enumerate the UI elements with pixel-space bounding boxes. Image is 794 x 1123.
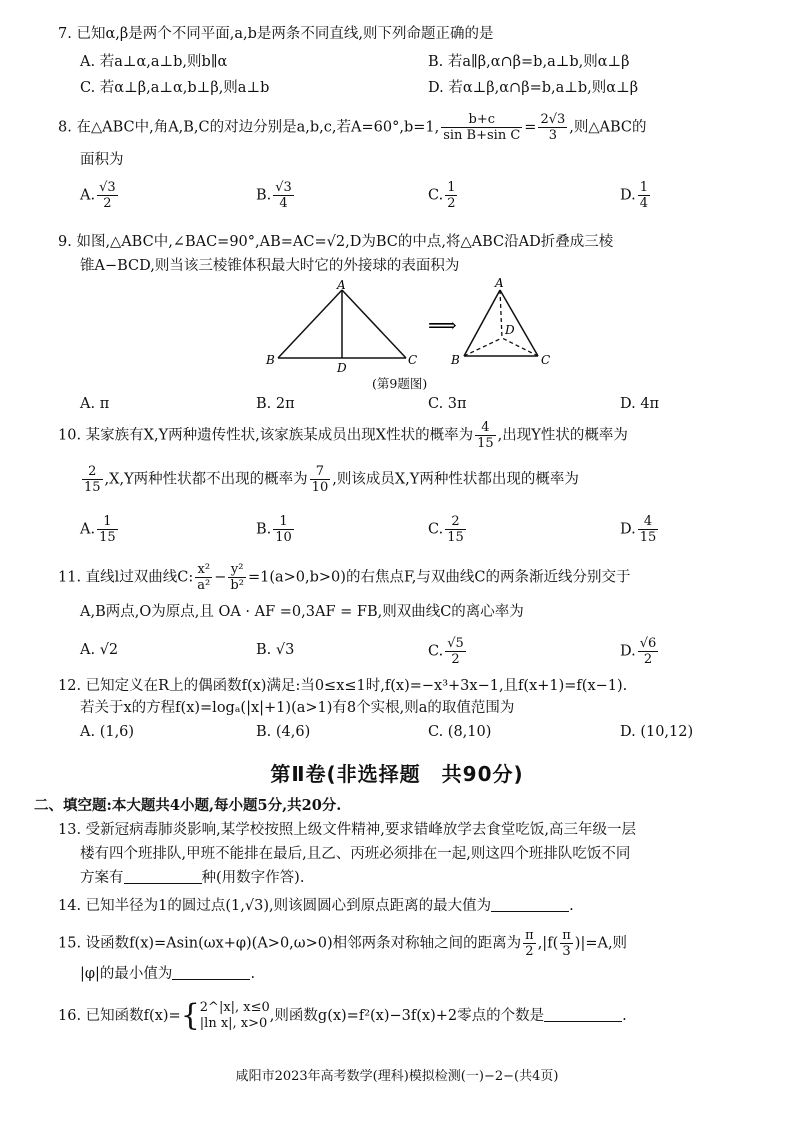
q13-line2: 楼有四个班排队,甲班不能排在最后,且乙、丙班必须排在一起,则这四个班排队吃饭不同 xyxy=(80,846,631,862)
q10-stem-d: ,则该成员X,Y两种性状都出现的概率为 xyxy=(332,471,579,488)
q11-y-frac xyxy=(228,562,246,593)
q13-line3a: 方案有 xyxy=(80,870,124,886)
q10-c-den: 15 xyxy=(447,530,464,545)
q11-x-den: a² xyxy=(197,578,211,593)
q7-option-c: C. 若α⊥β,a⊥α,b⊥β,则a⊥b xyxy=(80,80,270,96)
pyr-label-a: A xyxy=(495,276,504,290)
q8-frac-den: sin B+sin C xyxy=(443,128,521,143)
q10-p1-den: 15 xyxy=(477,436,494,451)
q16-case2: |ln x|, x>0 xyxy=(199,1016,268,1031)
q9-option-b: B. 2π xyxy=(256,396,295,412)
q16-stem-b: ,则函数g(x)=f²(x)−3f(x)+2零点的个数是 xyxy=(269,1008,545,1024)
q16-end: . xyxy=(622,1008,627,1024)
q9-option-d: D. 4π xyxy=(620,396,660,412)
pyr-edge-ab xyxy=(464,290,500,356)
q10-stem-b: ,出现Y性状的概率为 xyxy=(497,427,628,444)
q13-line1: 13. 受新冠病毒肺炎影响,某学校按照上级文件精神,要求错峰放学去食堂吃饭,高三年级一层 xyxy=(58,822,636,838)
q10-p1 xyxy=(475,420,496,451)
fig-arrow: ⟹ xyxy=(428,313,457,337)
q15-pi2-den: 2 xyxy=(525,944,534,959)
q10-p3-den: 10 xyxy=(311,480,329,495)
q8-d-num: 1 xyxy=(639,180,648,195)
q8-c-num: 1 xyxy=(447,180,456,195)
fig-label-a: A xyxy=(337,278,346,292)
q9-figure xyxy=(258,276,568,376)
fig-label-b: B xyxy=(266,353,275,367)
q10-b-label: B. xyxy=(256,521,272,538)
q12-option-d: D. (10,12) xyxy=(620,724,694,740)
q10-option-d xyxy=(620,514,660,545)
fig-edge-ac xyxy=(342,290,406,358)
q11-d-frac xyxy=(638,636,659,667)
q12-option-a: A. (1,6) xyxy=(80,724,135,740)
q8-eq: = xyxy=(524,119,537,136)
q15-pi2 xyxy=(523,928,536,959)
q8-stem-c: 面积为 xyxy=(80,152,124,168)
q8-stem xyxy=(58,112,647,143)
q11-stem-a: 11. 直线l过双曲线C: xyxy=(58,569,194,586)
q15-stem-a: 15. 设函数f(x)=Asin(ωx+φ)(A>0,ω>0)相邻两条对称轴之间的距离为 xyxy=(58,935,522,952)
q12-stem-b: 若关于x的方程f(x)=logₐ(|x|+1)(a>1)有8个实根,则a的取值范围为 xyxy=(80,700,515,716)
q11-option-c xyxy=(428,636,468,667)
fig-label-d: D xyxy=(337,361,347,375)
q8-a-label: A. xyxy=(80,187,96,204)
q8-c-label: C. xyxy=(428,187,444,204)
q8-option-a xyxy=(80,180,120,211)
q10-option-b xyxy=(256,514,296,545)
q8-d-label: D. xyxy=(620,187,636,204)
q9-option-c: C. 3π xyxy=(428,396,467,412)
q15-line1 xyxy=(58,928,627,959)
q7-stem: 7. 已知α,β是两个不同平面,a,b是两条不同直线,则下列命题正确的是 xyxy=(58,26,494,42)
q10-a-den: 15 xyxy=(99,530,116,545)
part2-heading: 二、填空题:本大题共4小题,每小题5分,共20分. xyxy=(34,797,342,814)
q10-a-frac xyxy=(97,514,118,545)
q8-d-den: 4 xyxy=(639,196,648,211)
q9-stem-b: 锥A−BCD,则当该三棱锥体积最大时它的外接球的表面积为 xyxy=(80,258,460,274)
q8-option-b xyxy=(256,180,296,211)
q11-y-den: b² xyxy=(230,578,244,593)
q8-rhs xyxy=(538,112,567,143)
q10-c-frac xyxy=(445,514,466,545)
q16-stem-a: 16. 已知函数f(x)= xyxy=(58,1008,181,1024)
q8-stem-b: ,则△ABC的 xyxy=(569,119,647,136)
q10-d-num: 4 xyxy=(638,514,659,530)
q11-option-a: A. √2 xyxy=(80,642,119,658)
q10-a-label: A. xyxy=(80,521,96,538)
q14-answer-blank[interactable] xyxy=(491,897,569,912)
q11-minus: − xyxy=(214,569,227,586)
q11-d-num: √6 xyxy=(639,636,657,651)
q8-a-den: 2 xyxy=(103,196,112,211)
q11-y-num: y² xyxy=(228,562,246,578)
q8-b-den: 4 xyxy=(279,196,288,211)
q10-option-a xyxy=(80,514,120,545)
q10-d-frac xyxy=(638,514,659,545)
q10-a-num: 1 xyxy=(97,514,118,530)
q11-d-den: 2 xyxy=(643,652,653,667)
q15-stem-b: ,|f( xyxy=(537,935,559,952)
q8-a-frac xyxy=(97,180,118,211)
q8-b-frac xyxy=(273,180,294,211)
q15-pi3-num: π xyxy=(562,928,571,943)
q9-stem-a: 9. 如图,△ABC中,∠BAC=90°,AB=AC=√2,D为BC的中点,将△ABC沿AD折叠成三棱 xyxy=(58,234,614,250)
q8-a-num: √3 xyxy=(99,180,116,195)
q12-stem-a: 12. 已知定义在R上的偶函数f(x)满足:当0≤x≤1时,f(x)=−x³+3x−1,且f(x+1)=f(x−1). xyxy=(58,678,628,694)
q11-option-d xyxy=(620,636,660,667)
q10-b-den: 10 xyxy=(275,530,292,545)
q16-cases xyxy=(200,1000,270,1032)
q10-p3-num: 7 xyxy=(310,464,331,480)
q8-rhs-num: 2√3 xyxy=(540,112,566,127)
q10-stem-c: ,X,Y两种性状都不出现的概率为 xyxy=(104,471,308,488)
q10-b-frac xyxy=(273,514,294,545)
q15-line2 xyxy=(80,964,255,984)
q10-p2 xyxy=(82,464,103,495)
q8-option-c xyxy=(428,180,459,211)
q8-b-num: √3 xyxy=(275,180,292,195)
q10-b-num: 1 xyxy=(273,514,294,530)
q11-x-frac xyxy=(195,562,212,593)
q16-line xyxy=(58,1000,627,1032)
q14-end: . xyxy=(569,898,574,914)
q9-figure-caption: (第9题图) xyxy=(372,376,428,391)
q8-d-frac xyxy=(638,180,650,211)
fig-label-c: C xyxy=(408,353,418,367)
q8-option-d xyxy=(620,180,652,211)
q8-frac-num: b+c xyxy=(441,112,522,128)
q10-option-c xyxy=(428,514,468,545)
section2-title: 第Ⅱ卷(非选择题 共90分) xyxy=(270,762,524,786)
pyr-label-b: B xyxy=(451,353,460,367)
q11-c-num: √5 xyxy=(447,636,464,651)
q8-c-frac xyxy=(445,180,457,211)
q9-option-a: A. π xyxy=(80,396,110,412)
q11-stem-c: A,B两点,O为原点,且 OA · AF =0,3AF = FB,则双曲线C的离心率为 xyxy=(80,604,524,620)
pyr-edge-ad xyxy=(500,290,502,338)
q12-option-b: B. (4,6) xyxy=(256,724,311,740)
q11-c-label: C. xyxy=(428,643,444,660)
q16-answer-blank[interactable] xyxy=(544,1007,622,1022)
q10-line1 xyxy=(58,420,628,451)
q16-case1: 2^|x|, x≤0 xyxy=(199,1000,270,1015)
q12-option-c: C. (8,10) xyxy=(428,724,492,740)
q10-p2-den: 15 xyxy=(84,480,101,495)
q7-option-d: D. 若α⊥β,α∩β=b,a⊥b,则α⊥β xyxy=(428,80,639,96)
q16-brace: { xyxy=(180,998,200,1033)
q7-option-b: B. 若a∥β,α∩β=b,a⊥b,则α⊥β xyxy=(428,54,630,70)
q15-line2a: |φ|的最小值为 xyxy=(80,966,173,982)
pyr-label-d: D xyxy=(505,323,515,337)
q8-b-label: B. xyxy=(256,187,272,204)
q11-c-frac xyxy=(445,636,466,667)
q10-p1-num: 4 xyxy=(475,420,496,436)
q11-line1 xyxy=(58,562,630,593)
q14-text: 14. 已知半径为1的圆过点(1,√3),则该圆圆心到原点距离的最大值为 xyxy=(58,898,492,914)
q11-x-num: x² xyxy=(195,562,212,578)
q15-pi3 xyxy=(560,928,573,959)
q10-c-label: C. xyxy=(428,521,444,538)
q10-p3 xyxy=(310,464,331,495)
q8-stem-a: 8. 在△ABC中,角A,B,C的对边分别是a,b,c,若A=60°,b=1, xyxy=(58,119,440,136)
q13-line3b: 种(用数字作答). xyxy=(201,870,305,886)
q8-c-den: 2 xyxy=(447,196,456,211)
q15-pi2-num: π xyxy=(525,928,534,943)
page-footer: 咸阳市2023年高考数学(理科)模拟检测(一)−2−(共4页) xyxy=(235,1069,559,1084)
q10-line2 xyxy=(80,464,579,495)
q11-stem-b: =1(a>0,b>0)的右焦点F,与双曲线C的两条渐近线分别交于 xyxy=(247,569,631,586)
q13-line3 xyxy=(80,868,304,888)
q7-option-a: A. 若a⊥α,a⊥b,则b∥α xyxy=(80,54,228,70)
q10-c-num: 2 xyxy=(445,514,466,530)
q15-pi3-den: 3 xyxy=(562,944,571,959)
pyr-label-c: C xyxy=(541,353,551,367)
q10-d-den: 15 xyxy=(639,530,657,545)
q10-p2-num: 2 xyxy=(82,464,103,480)
q13-answer-blank[interactable] xyxy=(124,869,202,884)
q8-rhs-den: 3 xyxy=(548,128,557,143)
q10-d-label: D. xyxy=(620,521,636,538)
q15-stem-c: )|=A,则 xyxy=(574,935,628,952)
fig-edge-ab xyxy=(278,290,342,358)
q11-option-b: B. √3 xyxy=(256,642,295,658)
q14-line xyxy=(58,896,574,916)
q15-line2b: . xyxy=(250,966,256,982)
q15-answer-blank[interactable] xyxy=(172,965,250,980)
q11-d-label: D. xyxy=(620,643,636,660)
q10-stem-a: 10. 某家族有X,Y两种遗传性状,该家族某成员出现X性状的概率为 xyxy=(58,427,474,444)
q8-fraction xyxy=(441,112,522,143)
q11-c-den: 2 xyxy=(451,652,460,667)
